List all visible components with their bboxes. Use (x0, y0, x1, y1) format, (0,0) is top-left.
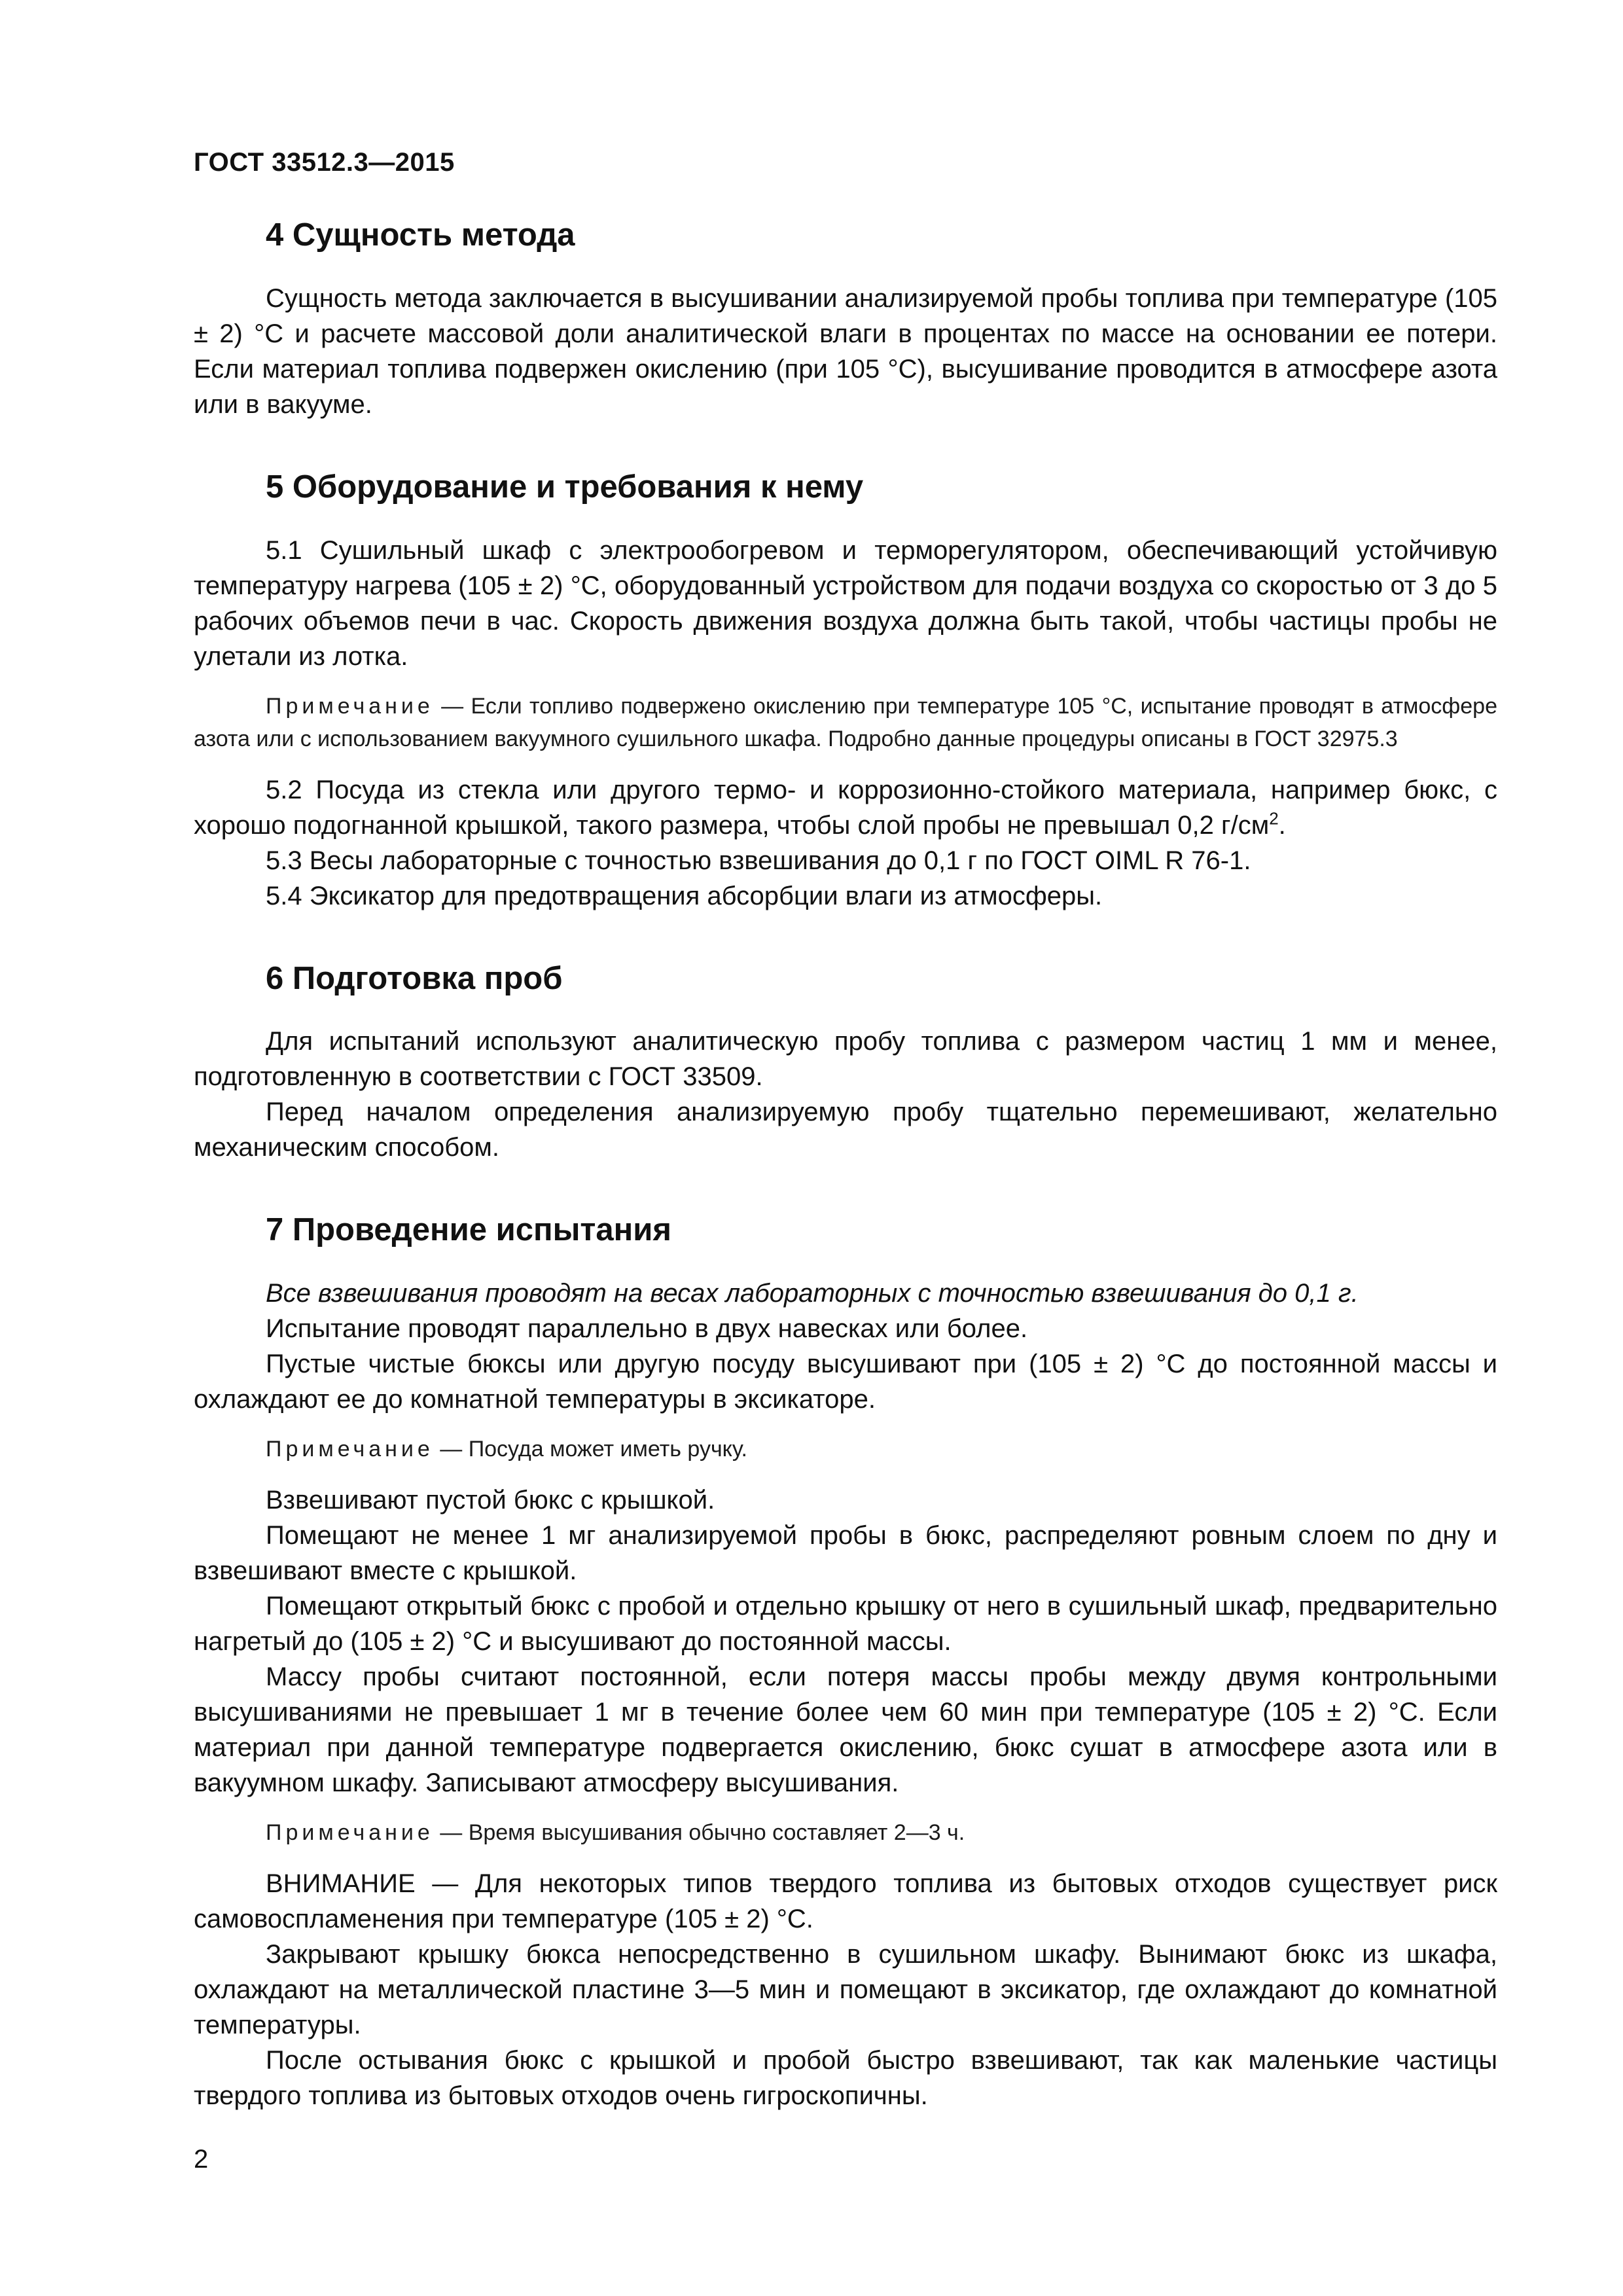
section-4-title: 4 Сущность метода (266, 217, 575, 253)
section-7 (194, 1211, 1497, 2113)
warning-paragraph: ВНИМАНИЕ — Для некоторых типов твердого топлива из бытовых отходов существует риск самовоспламенения при температуре (105 ± 2) °С. (194, 1869, 1497, 1934)
paragraph-5-1: 5.1 Сушильный шкаф с электрообогревом и терморегулятором, обеспечивающий устойчивую температуру нагрева (105 ± 2) °С, оборудованный устройством для подачи воздуха со скоростью от 3 до 5 рабочих объемов печи в час. Скорость движения воздуха должна быть такой, чтобы частицы пробы не улетали из лотка. (194, 535, 1497, 671)
paragraph-6-1: Для испытаний используют аналитическую пробу топлива с размером частиц 1 мм и менее, подготовленную в соответствии с ГОСТ 33509. (194, 1027, 1497, 1092)
note-label: Примечание (266, 1437, 434, 1462)
paragraph-6-2: Перед началом определения анализируемую пробу тщательно перемешивают, желательно механическим способом. (194, 1098, 1497, 1162)
note-7-2 (194, 1816, 1497, 1849)
paragraph-5-2-text: 5.2 Посуда из стекла или другого термо- и коррозионно-стойкого материала, например бюкс, с хорошо подогнанной крышкой, такого размера, чтобы слой пробы не превышал 0,2 г/см (194, 775, 1497, 840)
note-text: — Время высушивания обычно составляет 2—3 ч. (433, 1820, 965, 1846)
paragraph-7-3: Пустые чистые бюксы или другую посуду высушивают при (105 ± 2) °С до постоянной массы и охлаждают ее до комнатной температуры в эксикаторе. (194, 1350, 1497, 1414)
paragraph-5-2 (194, 772, 1497, 843)
paragraph-7-2: Испытание проводят параллельно в двух навесках или более. (266, 1314, 1028, 1344)
note-label: Примечание (266, 1820, 434, 1846)
paragraph-5-3: 5.3 Весы лабораторные с точностью взвешивания до 0,1 г по ГОСТ OIML R 76-1. (266, 846, 1251, 875)
document-id: ГОСТ 33512.3—2015 (194, 148, 455, 177)
superscript: 2 (1269, 808, 1279, 829)
paragraph-7-1: Все взвешивания проводят на весах лабораторных с точностью взвешивания до 0,1 г. (266, 1279, 1359, 1308)
note-label: Примечание (266, 693, 434, 719)
section-5-title: 5 Оборудование и требования к нему (266, 469, 864, 505)
paragraph-7-7: Массу пробы считают постоянной, если потеря массы пробы между двумя контрольными высушиваниями не превышает 1 мг в течение более чем 60 мин при температуре (105 ± 2) °С. Если материал при данной температуре подвергается окислению, бюкс сушат в атмосфере азота или в вакуумном шкафу. Записывают атмосферу высушивания. (194, 1662, 1497, 1798)
paragraph-7-10: После остывания бюкс с крышкой и пробой быстро взвешивают, так как маленькие частицы твердого топлива из бытовых отходов очень гигроскопичны. (194, 2046, 1497, 2111)
paragraph-7-4: Взвешивают пустой бюкс с крышкой. (266, 1486, 715, 1515)
paragraph-7-9: Закрывают крышку бюкса непосредственно в сушильном шкафу. Вынимают бюкс из шкафа, охлаждают на металлической пластине 3—5 мин и помещают в эксикатор, где охлаждают до комнатной температуры. (194, 1940, 1497, 2040)
paragraph-7-5: Помещают не менее 1 мг анализируемой пробы в бюкс, распределяют ровным слоем по дну и взвешивают вместе с крышкой. (194, 1521, 1497, 1586)
section-6-title: 6 Подготовка проб (266, 960, 563, 996)
note-text: — Посуда может иметь ручку. (433, 1437, 747, 1462)
note-7-1 (194, 1433, 1497, 1465)
paragraph-5-4: 5.4 Эксикатор для предотвращения абсорбции влаги из атмосферы. (266, 881, 1103, 910)
note-5-1 (194, 690, 1497, 755)
note-text: — Если топливо подвержено окислению при температуре 105 °С, испытание проводят в атмосфере азота или с использованием вакуумного сушильного шкафа. Подробно данные процедуры описаны в ГОСТ 32975.3 (194, 693, 1497, 751)
section-4-paragraph: Сущность метода заключается в высушивании анализируемой пробы топлива при температуре (105 ± 2) °С и расчете массовой доли аналитической влаги в процентах по массе на основании ее потери. Если материал топлива подвержен окислению (при 105 °С), высушивание проводится в атмосфере азота или в вакууме. (194, 283, 1497, 419)
paragraph-7-6: Помещают открытый бюкс с пробой и отдельно крышку от него в сушильный шкаф, предварительно нагретый до (105 ± 2) °С и высушивают до постоянной массы. (194, 1592, 1497, 1657)
section-7-title: 7 Проведение испытания (266, 1212, 671, 1248)
page-number: 2 (194, 2145, 209, 2174)
document-body (194, 216, 1497, 2159)
section-5 (194, 468, 1497, 914)
section-4 (194, 216, 1497, 422)
section-6 (194, 960, 1497, 1166)
paragraph-5-2-end: . (1278, 810, 1286, 840)
